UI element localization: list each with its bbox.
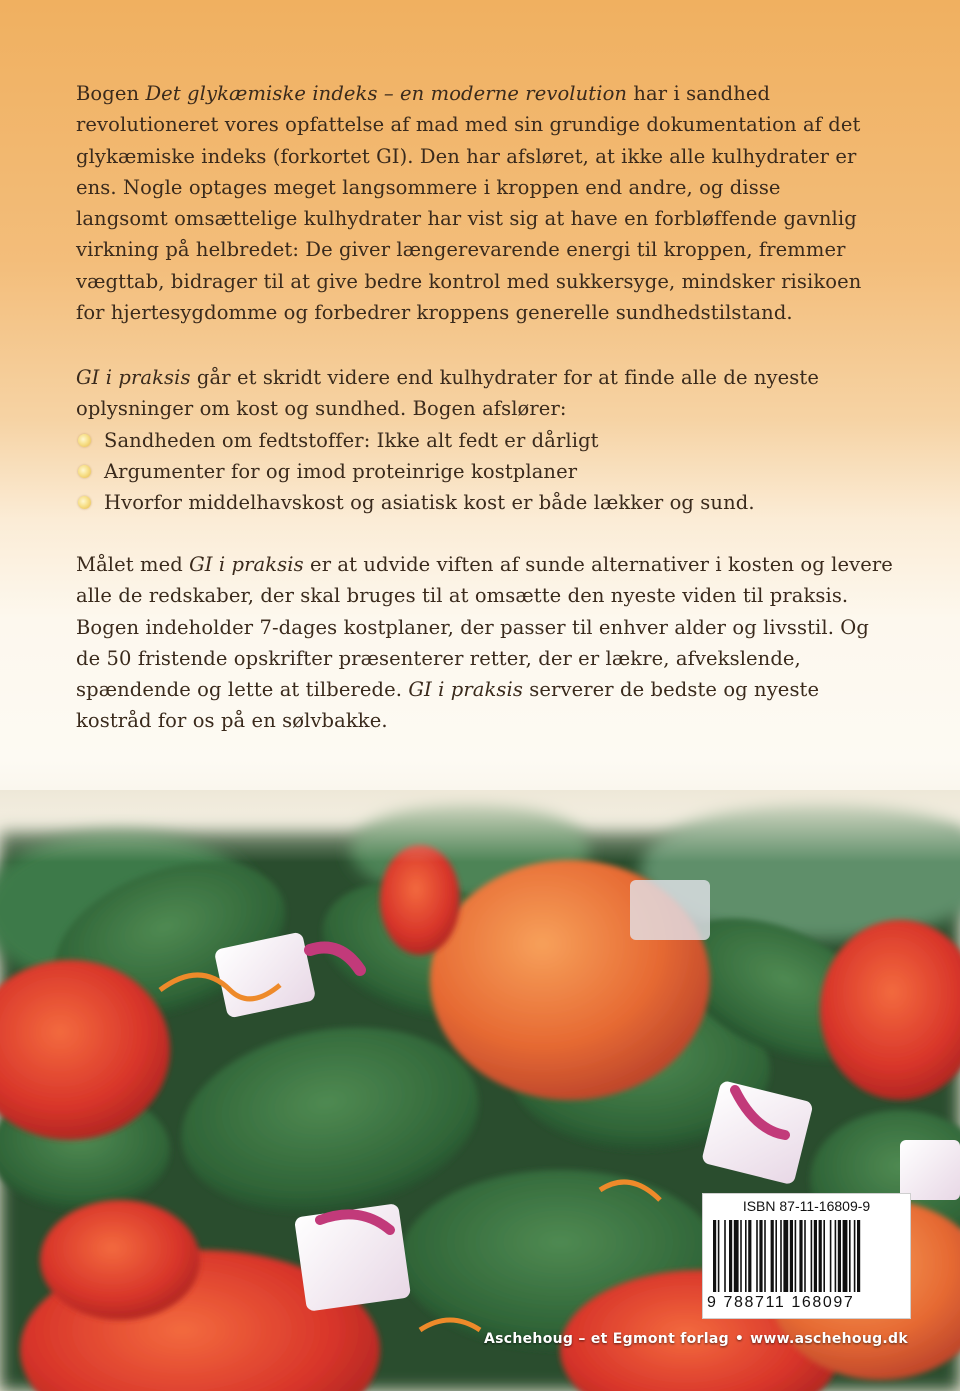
barcode-bar xyxy=(740,1220,742,1292)
intro-book-title: Det glykæmiske indeks – en moderne revolution xyxy=(145,82,628,105)
barcode-bar xyxy=(823,1220,825,1292)
bullet-item xyxy=(76,456,876,487)
publisher-url[interactable]: www.aschehoug.dk xyxy=(750,1331,908,1347)
intro-paragraph xyxy=(76,78,876,328)
barcode-bar xyxy=(771,1220,774,1292)
praksis-text: går et skridt videre end kulhydrater for at finde alle de nyeste oplysninger om kost og sundhed. Bogen afslører: xyxy=(76,366,819,421)
barcode-bar xyxy=(843,1220,848,1292)
barcode-bar xyxy=(713,1220,716,1292)
barcode-bar xyxy=(814,1220,817,1292)
bullet-dot-icon xyxy=(78,465,91,478)
barcode-bar xyxy=(857,1220,860,1292)
goal-part-3: serverer de bedste og nyeste kostråd for os på en sølvbakke. xyxy=(76,678,820,733)
intro-lead: Bogen xyxy=(76,82,146,105)
goal-book-title-2: GI i praksis xyxy=(408,678,523,702)
bullet-list xyxy=(76,425,876,519)
barcode-icon xyxy=(713,1220,900,1292)
bullet-item xyxy=(76,425,876,456)
bullet-item xyxy=(76,487,876,518)
goal-paragraph xyxy=(76,549,896,737)
barcode-bar xyxy=(790,1220,793,1292)
barcode-bar xyxy=(780,1220,782,1292)
barcode-bar xyxy=(759,1220,762,1292)
barcode-bar xyxy=(830,1220,832,1292)
intro-rest: har i sandhed revolutioneret vores opfattelse af mad med sin grundige dokumentation af det glykæmiske indeks (forkortet GI). Den har afsløret, at ikke alle kulhydrater er ens. Nogle optages meget langsommere i kroppen end andre, og disse langsomt omsættelige kulhydrater har vist sig at have en forbløffende gavnlig virkning på helbredet: De giver længerevarende energi til kroppen, fremmer vægttab, bidrager til at give bedre kontrol med sukkersyge, mindsker risikoen for hjertesygdomme og forbedrer kroppens generelle sundhedstilstand. xyxy=(76,82,862,325)
publisher-line xyxy=(484,1331,908,1347)
barcode-bar xyxy=(849,1220,851,1292)
bullet-text: Argumenter for og imod proteinrige kostplaner xyxy=(104,459,578,483)
barcode-bar xyxy=(775,1220,777,1292)
barcode-bar xyxy=(764,1220,766,1292)
barcode-bar xyxy=(729,1220,732,1292)
barcode-bar xyxy=(734,1220,739,1292)
barcode-bar xyxy=(811,1220,813,1292)
barcode-bar xyxy=(756,1220,758,1292)
barcode-bar xyxy=(819,1220,822,1292)
publisher-separator: • xyxy=(734,1331,745,1347)
barcode-bar xyxy=(835,1220,837,1292)
barcode-bar xyxy=(718,1220,720,1292)
barcode-bar xyxy=(724,1220,726,1292)
publisher-name: Aschehoug – et Egmont forlag xyxy=(484,1331,729,1347)
praksis-book-title: GI i praksis xyxy=(76,366,191,389)
barcode-bar xyxy=(745,1220,747,1292)
barcode-bar xyxy=(804,1220,806,1292)
barcode-digits: 9 788711 168097 xyxy=(707,1294,855,1311)
goal-part-2: er at udvide viften af sunde alternativer i kosten og levere alle de redskaber, der skal bruges til at omsætte den nyeste viden til praksis. Bogen indeholder 7-dages kostplaner, der passer til enhver alder og livsstil. Og de 50 fristende opskrifter præsenterer retter, der er lækre, afvekslende, spændende og lette at tilberede. xyxy=(76,553,893,702)
bullet-text: Sandheden om fedtstoffer: Ikke alt fedt er dårligt xyxy=(104,428,599,452)
barcode-bar xyxy=(795,1220,797,1292)
barcode-bar xyxy=(748,1220,751,1292)
barcode-bar xyxy=(854,1220,856,1292)
praksis-section xyxy=(76,362,876,518)
barcode-bar xyxy=(799,1220,802,1292)
barcode-bar xyxy=(783,1220,788,1292)
goal-part-1: Målet med xyxy=(76,553,190,576)
goal-book-title-1: GI i praksis xyxy=(189,553,304,576)
isbn-text: ISBN 87-11-16809-9 xyxy=(742,1198,871,1214)
barcode-bar xyxy=(838,1220,841,1292)
bullet-text: Hvorfor middelhavskost og asiatisk kost er både lækker og sund. xyxy=(104,491,755,515)
barcode-label xyxy=(702,1193,911,1319)
bullet-dot-icon xyxy=(78,496,91,509)
bullet-dot-icon xyxy=(78,434,91,447)
